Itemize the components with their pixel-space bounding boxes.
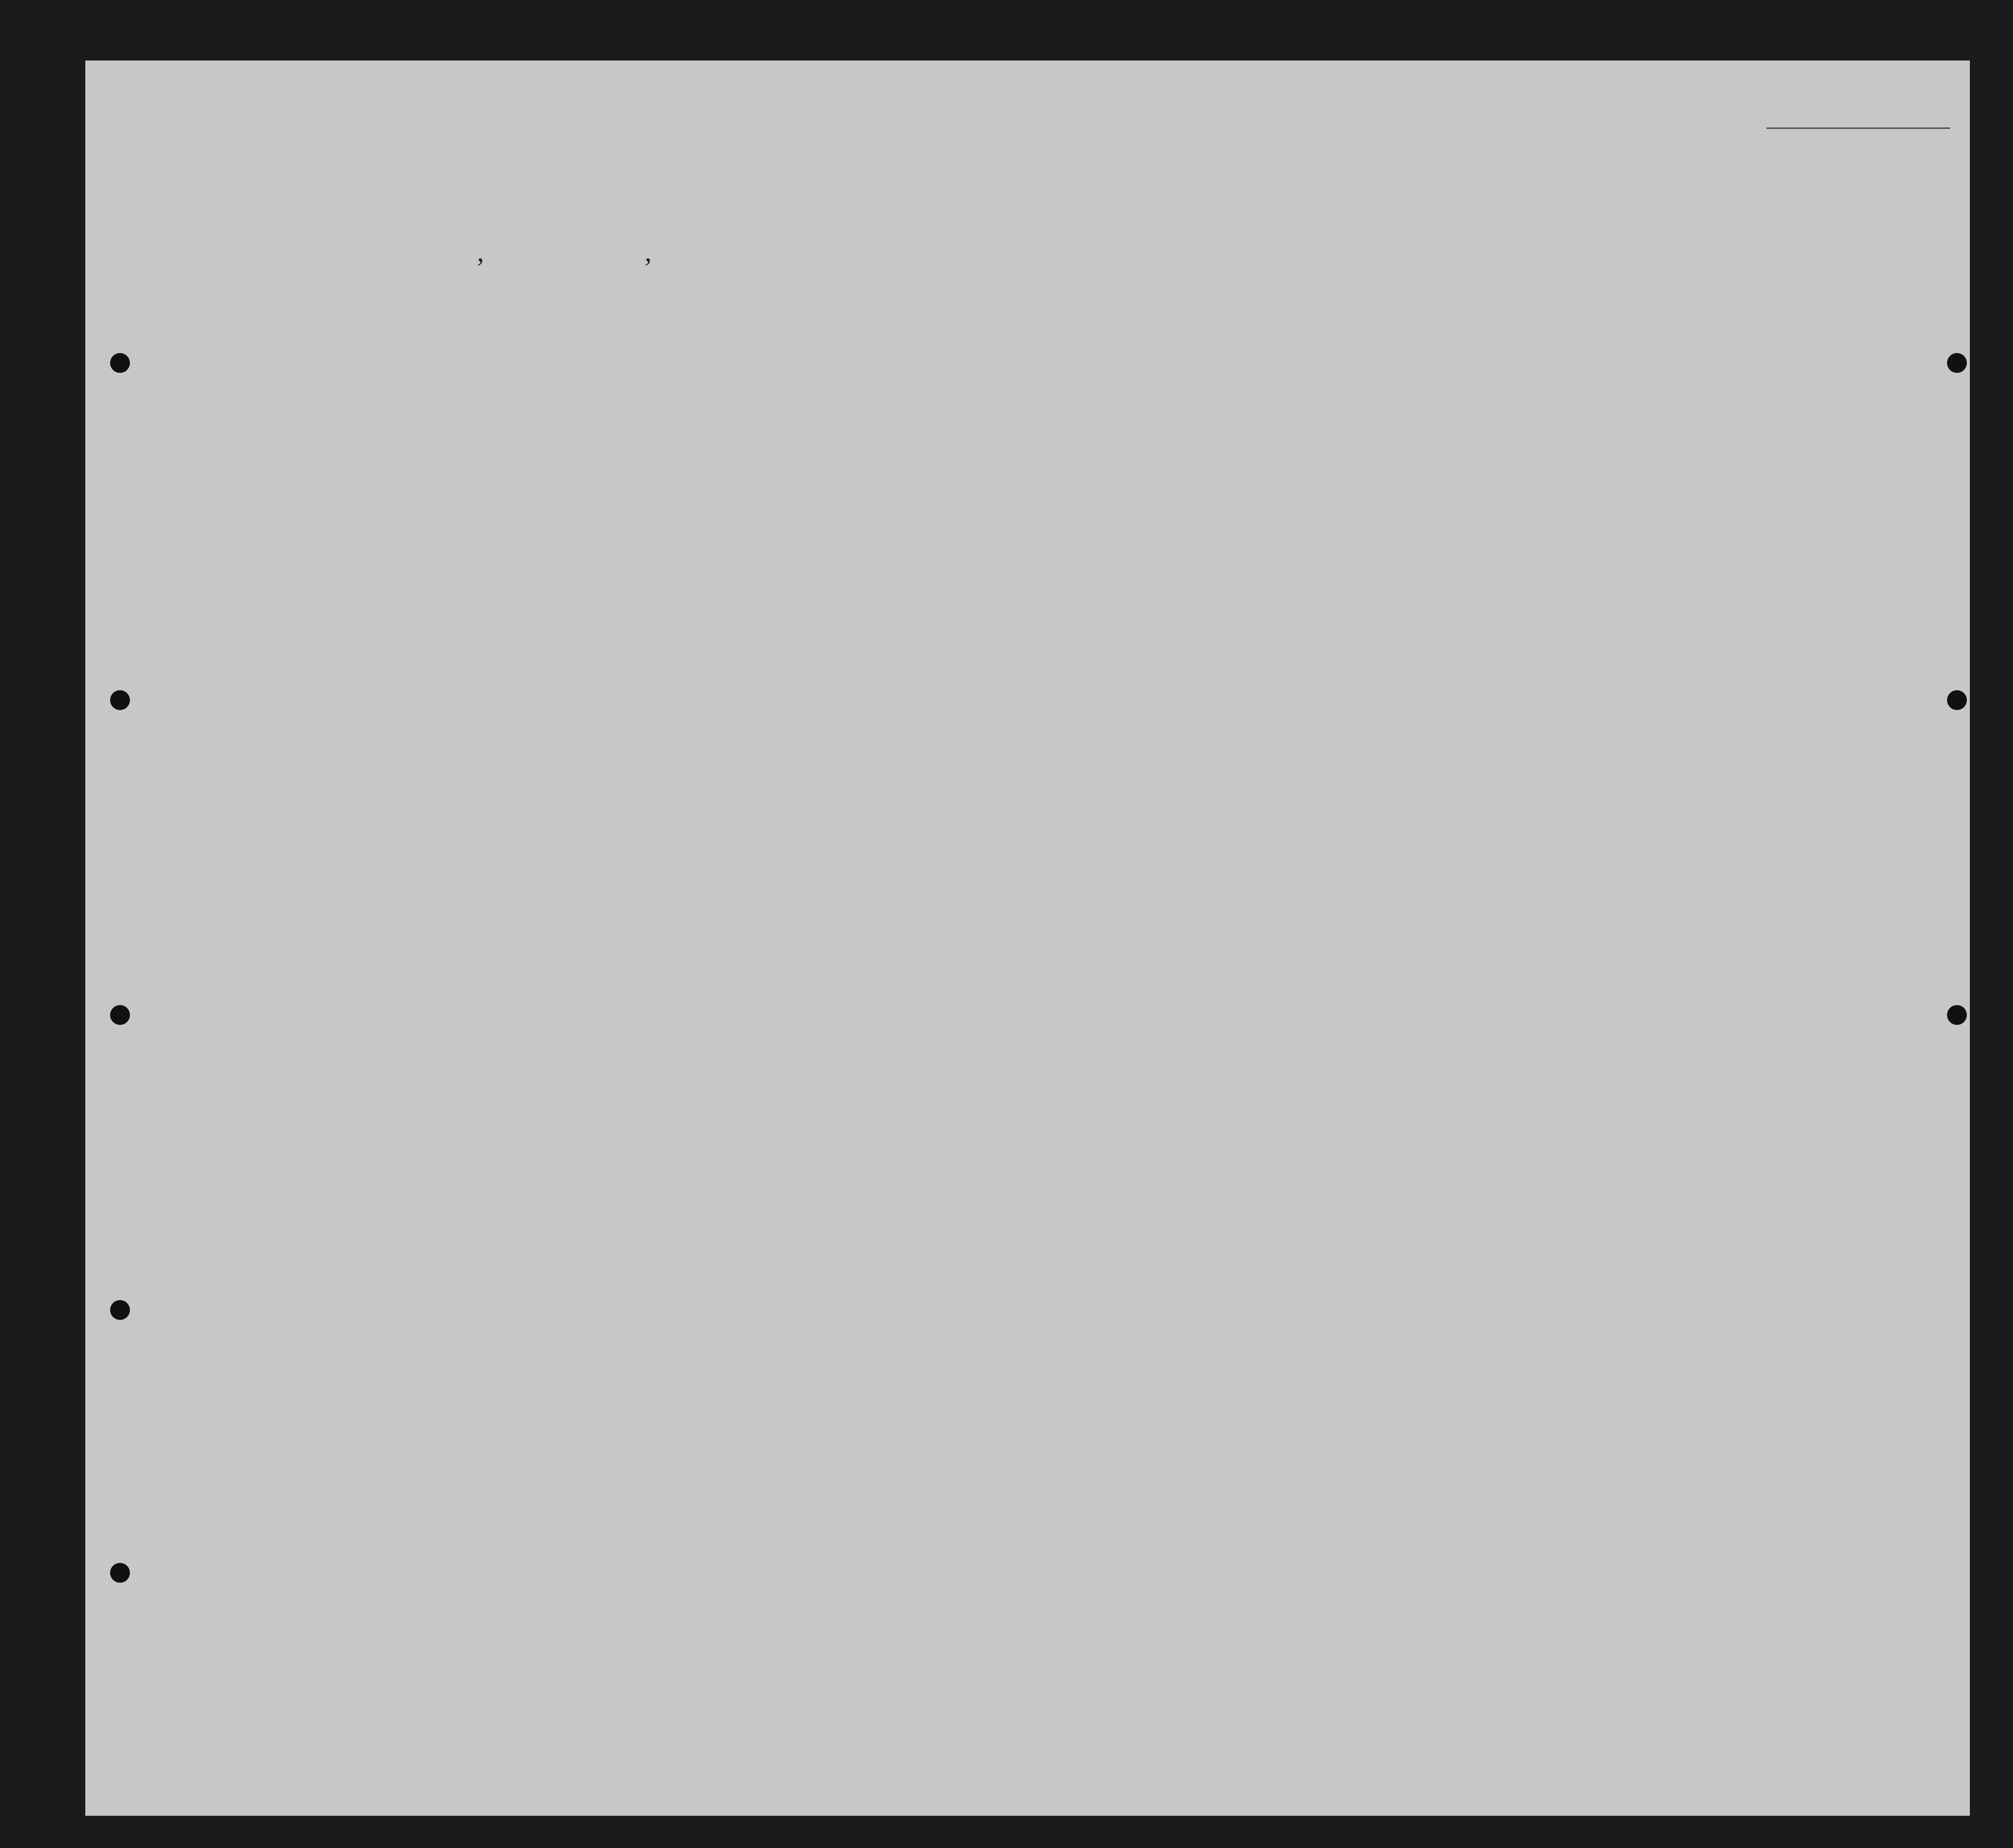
punch-hole: [110, 690, 130, 710]
punch-hole: [110, 1005, 130, 1025]
punch-hole: [1947, 690, 1967, 710]
punch-hole: [110, 353, 130, 373]
punch-hole: [110, 1563, 130, 1583]
arrival-line: , ,: [477, 237, 652, 268]
punch-hole: [110, 1300, 130, 1320]
punch-hole: [1947, 1005, 1967, 1025]
table-grid: [85, 60, 1970, 1816]
punch-hole: [1947, 353, 1967, 373]
manifest-sheet: [85, 60, 1970, 1816]
line-info: [1524, 1727, 1527, 1805]
